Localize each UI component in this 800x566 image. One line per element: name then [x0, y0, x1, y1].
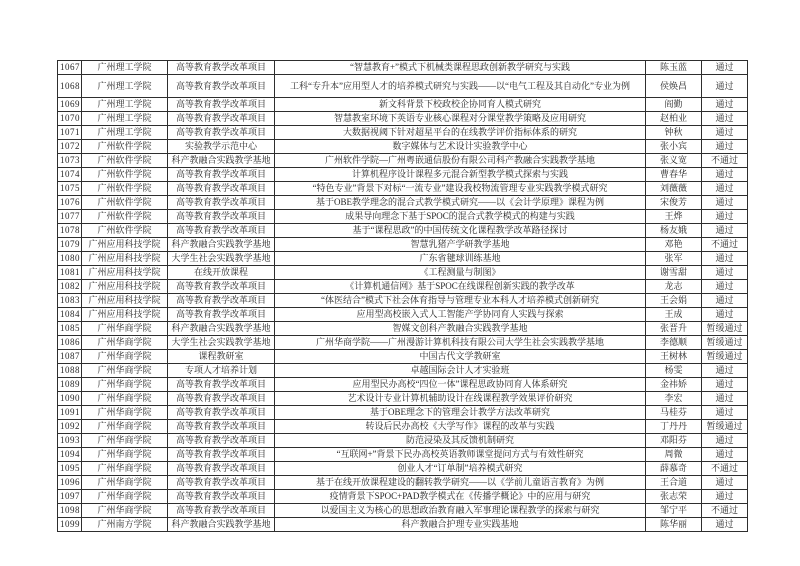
- title-cell: 防范浸染及其反馈机制研究: [275, 434, 646, 448]
- school-cell: 广州华商学院: [82, 364, 168, 378]
- title-cell: 以爱国主义为核心的思想政治教育融入军事理论课程教学的探索与研究: [275, 504, 646, 518]
- leader-cell: 李宏: [646, 392, 702, 406]
- row-id-cell: 1071: [58, 126, 82, 140]
- table-row: [58, 182, 748, 196]
- leader-cell: 杨友娥: [646, 224, 702, 238]
- leader-cell: 宋俊芳: [646, 196, 702, 210]
- title-cell: 成果导向理念下基于SPOC的混合式教学模式的构建与实践: [275, 210, 646, 224]
- category-cell: 高等教育教学改革项目: [168, 378, 275, 392]
- school-cell: 广州软件学院: [82, 154, 168, 168]
- row-id-cell: 1084: [58, 308, 82, 322]
- table-row: [58, 364, 748, 378]
- status-cell: 通过: [702, 434, 748, 448]
- school-cell: 广州软件学院: [82, 224, 168, 238]
- title-cell: “特色专业”背景下对标“一流专业”建设我校物流管理专业实践教学模式研究: [275, 182, 646, 196]
- status-cell: 通过: [702, 266, 748, 280]
- school-cell: 广州南方学院: [82, 518, 168, 532]
- row-id-cell: 1070: [58, 112, 82, 126]
- category-cell: 科产教融合实践教学基地: [168, 518, 275, 532]
- category-cell: 高等教育教学改革项目: [168, 168, 275, 182]
- row-id-cell: 1077: [58, 210, 82, 224]
- title-cell: 广东省毽球训练基地: [275, 252, 646, 266]
- table-row: [58, 406, 748, 420]
- category-cell: 高等教育教学改革项目: [168, 490, 275, 504]
- title-cell: 应用型民办高校“四位一体”课程思政协同育人体系研究: [275, 378, 646, 392]
- status-cell: 通过: [702, 308, 748, 322]
- title-cell: 智慧教室环境下英语专业核心课程对分课堂教学策略及应用研究: [275, 112, 646, 126]
- status-cell: 不通过: [702, 504, 748, 518]
- status-cell: 不通过: [702, 154, 748, 168]
- school-cell: 广州华商学院: [82, 490, 168, 504]
- table-row: [58, 448, 748, 462]
- school-cell: 广州理工学院: [82, 61, 168, 75]
- school-cell: 广州华商学院: [82, 420, 168, 434]
- category-cell: 高等教育教学改革项目: [168, 406, 275, 420]
- table-row: [58, 476, 748, 490]
- leader-cell: 薛慕奇: [646, 462, 702, 476]
- row-id-cell: 1082: [58, 280, 82, 294]
- leader-cell: 李德顺: [646, 336, 702, 350]
- school-cell: 广州华商学院: [82, 462, 168, 476]
- school-cell: 广州理工学院: [82, 75, 168, 98]
- status-cell: 通过: [702, 392, 748, 406]
- row-id-cell: 1067: [58, 61, 82, 75]
- leader-cell: 谢雪甜: [646, 266, 702, 280]
- leader-cell: 王合道: [646, 476, 702, 490]
- school-cell: 广州软件学院: [82, 182, 168, 196]
- row-id-cell: 1092: [58, 420, 82, 434]
- row-id-cell: 1095: [58, 462, 82, 476]
- school-cell: 广州华商学院: [82, 378, 168, 392]
- status-cell: 通过: [702, 490, 748, 504]
- school-cell: 广州应用科技学院: [82, 266, 168, 280]
- leader-cell: 张军: [646, 252, 702, 266]
- title-cell: 广州华商学院——广州漫游计算机科技有限公司大学生社会实践教学基地: [275, 336, 646, 350]
- table-row: [58, 336, 748, 350]
- title-cell: 卓越国际会计人才实验班: [275, 364, 646, 378]
- leader-cell: 王会娟: [646, 294, 702, 308]
- table-row: [58, 322, 748, 336]
- row-id-cell: 1080: [58, 252, 82, 266]
- row-id-cell: 1078: [58, 224, 82, 238]
- leader-cell: 龙志: [646, 280, 702, 294]
- status-cell: 通过: [702, 476, 748, 490]
- status-cell: 通过: [702, 406, 748, 420]
- status-cell: 暂缓通过: [702, 322, 748, 336]
- status-cell: 通过: [702, 196, 748, 210]
- status-cell: 不通过: [702, 238, 748, 252]
- table-row: [58, 350, 748, 364]
- table-row: [58, 224, 748, 238]
- status-cell: 通过: [702, 280, 748, 294]
- category-cell: 高等教育教学改革项目: [168, 504, 275, 518]
- title-cell: 基于“课程思政”的中国传统文化课程教学改革路径探讨: [275, 224, 646, 238]
- row-id-cell: 1089: [58, 378, 82, 392]
- project-review-table: [57, 60, 748, 532]
- row-id-cell: 1083: [58, 294, 82, 308]
- title-cell: 工科“专升本”应用型人才的培养模式研究与实践——以“电气工程及其自动化”专业为例: [275, 75, 646, 98]
- leader-cell: 王成: [646, 308, 702, 322]
- title-cell: 创业人才“订单制”培养模式研究: [275, 462, 646, 476]
- leader-cell: 丁丹丹: [646, 420, 702, 434]
- row-id-cell: 1072: [58, 140, 82, 154]
- row-id-cell: 1086: [58, 336, 82, 350]
- school-cell: 广州华商学院: [82, 392, 168, 406]
- row-id-cell: 1069: [58, 98, 82, 112]
- school-cell: 广州华商学院: [82, 434, 168, 448]
- category-cell: 大学生社会实践教学基地: [168, 336, 275, 350]
- table-row: [58, 266, 748, 280]
- category-cell: 高等教育教学改革项目: [168, 182, 275, 196]
- table-row: [58, 280, 748, 294]
- table-row: [58, 378, 748, 392]
- table-row: [58, 434, 748, 448]
- table-row: [58, 210, 748, 224]
- status-cell: 不通过: [702, 462, 748, 476]
- title-cell: 中国古代文学教研室: [275, 350, 646, 364]
- status-cell: 通过: [702, 126, 748, 140]
- leader-cell: 侯焕昌: [646, 75, 702, 98]
- school-cell: 广州华商学院: [82, 448, 168, 462]
- status-cell: 通过: [702, 378, 748, 392]
- table-body: [58, 61, 748, 532]
- table-row: [58, 504, 748, 518]
- row-id-cell: 1093: [58, 434, 82, 448]
- table-row: [58, 98, 748, 112]
- school-cell: 广州应用科技学院: [82, 252, 168, 266]
- category-cell: 大学生社会实践教学基地: [168, 252, 275, 266]
- table-row: [58, 518, 748, 532]
- status-cell: 通过: [702, 364, 748, 378]
- title-cell: 大数据视阈下针对超星平台的在线教学评价指标体系的研究: [275, 126, 646, 140]
- leader-cell: 邓阳芬: [646, 434, 702, 448]
- row-id-cell: 1075: [58, 182, 82, 196]
- school-cell: 广州软件学院: [82, 196, 168, 210]
- category-cell: 高等教育教学改革项目: [168, 224, 275, 238]
- table-row: [58, 294, 748, 308]
- row-id-cell: 1088: [58, 364, 82, 378]
- table-row: [58, 126, 748, 140]
- category-cell: 高等教育教学改革项目: [168, 308, 275, 322]
- school-cell: 广州软件学院: [82, 140, 168, 154]
- row-id-cell: 1090: [58, 392, 82, 406]
- row-id-cell: 1085: [58, 322, 82, 336]
- leader-cell: 陈华丽: [646, 518, 702, 532]
- row-id-cell: 1098: [58, 504, 82, 518]
- leader-cell: 张小宾: [646, 140, 702, 154]
- category-cell: 高等教育教学改革项目: [168, 98, 275, 112]
- title-cell: “互联网+”背景下民办高校英语教师课堂提问方式与有效性研究: [275, 448, 646, 462]
- title-cell: 基于在线开放课程建设的翻转教学研究——以《学前儿童语言教育》为例: [275, 476, 646, 490]
- category-cell: 高等教育教学改革项目: [168, 112, 275, 126]
- row-id-cell: 1081: [58, 266, 82, 280]
- table-row: [58, 61, 748, 75]
- category-cell: 在线开放课程: [168, 266, 275, 280]
- status-cell: 通过: [702, 140, 748, 154]
- status-cell: 通过: [702, 210, 748, 224]
- leader-cell: 王树林: [646, 350, 702, 364]
- status-cell: 暂缓通过: [702, 420, 748, 434]
- status-cell: 通过: [702, 168, 748, 182]
- leader-cell: 王烨: [646, 210, 702, 224]
- row-id-cell: 1074: [58, 168, 82, 182]
- leader-cell: 金祎娇: [646, 378, 702, 392]
- school-cell: 广州应用科技学院: [82, 308, 168, 322]
- leader-cell: 赵柏业: [646, 112, 702, 126]
- leader-cell: 邓艳: [646, 238, 702, 252]
- leader-cell: 张晋升: [646, 322, 702, 336]
- status-cell: 暂缓通过: [702, 350, 748, 364]
- title-cell: 智慧乳猪产学研教学基地: [275, 238, 646, 252]
- title-cell: 计算机程序设计课程多元混合新型教学模式探索与实践: [275, 168, 646, 182]
- school-cell: 广州理工学院: [82, 126, 168, 140]
- category-cell: 高等教育教学改革项目: [168, 420, 275, 434]
- category-cell: 高等教育教学改革项目: [168, 75, 275, 98]
- status-cell: 通过: [702, 112, 748, 126]
- school-cell: 广州华商学院: [82, 476, 168, 490]
- category-cell: 实验教学示范中心: [168, 140, 275, 154]
- school-cell: 广州软件学院: [82, 210, 168, 224]
- title-cell: 智媒文创科产教融合实践教学基地: [275, 322, 646, 336]
- row-id-cell: 1087: [58, 350, 82, 364]
- status-cell: 通过: [702, 448, 748, 462]
- category-cell: 高等教育教学改革项目: [168, 448, 275, 462]
- leader-cell: 马桂芬: [646, 406, 702, 420]
- category-cell: 科产教融合实践教学基地: [168, 238, 275, 252]
- row-id-cell: 1096: [58, 476, 82, 490]
- table-row: [58, 75, 748, 98]
- leader-cell: 周微: [646, 448, 702, 462]
- title-cell: 疫情背景下SPOC+PAD教学模式在《传播学概论》中的应用与研究: [275, 490, 646, 504]
- leader-cell: 钟秋: [646, 126, 702, 140]
- title-cell: 《计算机通信网》基于SPOC在线课程创新实践的教学改革: [275, 280, 646, 294]
- school-cell: 广州华商学院: [82, 336, 168, 350]
- table-row: [58, 238, 748, 252]
- title-cell: 数字媒体与艺术设计实验教学中心: [275, 140, 646, 154]
- table-row: [58, 112, 748, 126]
- status-cell: 通过: [702, 294, 748, 308]
- row-id-cell: 1068: [58, 75, 82, 98]
- table-row: [58, 154, 748, 168]
- leader-cell: 陈玉蓝: [646, 61, 702, 75]
- category-cell: 课程教研室: [168, 350, 275, 364]
- row-id-cell: 1073: [58, 154, 82, 168]
- row-id-cell: 1076: [58, 196, 82, 210]
- status-cell: 通过: [702, 61, 748, 75]
- leader-cell: 张志荣: [646, 490, 702, 504]
- school-cell: 广州华商学院: [82, 406, 168, 420]
- table-row: [58, 308, 748, 322]
- row-id-cell: 1091: [58, 406, 82, 420]
- school-cell: 广州软件学院: [82, 168, 168, 182]
- school-cell: 广州华商学院: [82, 350, 168, 364]
- leader-cell: 邹宁平: [646, 504, 702, 518]
- category-cell: 高等教育教学改革项目: [168, 196, 275, 210]
- table-row: [58, 140, 748, 154]
- title-cell: 转设后民办高校《大学写作》课程的改革与实践: [275, 420, 646, 434]
- status-cell: 暂缓通过: [702, 336, 748, 350]
- leader-cell: 曹春华: [646, 168, 702, 182]
- status-cell: 通过: [702, 75, 748, 98]
- title-cell: 新文科背景下校政校企协同育人模式研究: [275, 98, 646, 112]
- title-cell: 广州软件学院—广州粤嵌通信股份有限公司科产教融合实践教学基地: [275, 154, 646, 168]
- category-cell: 高等教育教学改革项目: [168, 280, 275, 294]
- status-cell: 通过: [702, 252, 748, 266]
- category-cell: 高等教育教学改革项目: [168, 392, 275, 406]
- table-row: [58, 392, 748, 406]
- title-cell: “体医结合”模式下社会体育指导与管理专业本科人才培养模式创新研究: [275, 294, 646, 308]
- status-cell: 通过: [702, 182, 748, 196]
- leader-cell: 杨雯: [646, 364, 702, 378]
- category-cell: 科产教融合实践教学基地: [168, 322, 275, 336]
- school-cell: 广州应用科技学院: [82, 280, 168, 294]
- school-cell: 广州理工学院: [82, 112, 168, 126]
- title-cell: “智慧教育+”模式下机械类课程思政创新教学研究与实践: [275, 61, 646, 75]
- status-cell: 通过: [702, 98, 748, 112]
- school-cell: 广州理工学院: [82, 98, 168, 112]
- leader-cell: 张义宽: [646, 154, 702, 168]
- category-cell: 专项人才培养计划: [168, 364, 275, 378]
- school-cell: 广州应用科技学院: [82, 238, 168, 252]
- title-cell: 基于OBE教学理念的混合式教学模式研究——以《会计学原理》课程为例: [275, 196, 646, 210]
- status-cell: 通过: [702, 518, 748, 532]
- category-cell: 高等教育教学改革项目: [168, 462, 275, 476]
- leader-cell: 阎勤: [646, 98, 702, 112]
- category-cell: 高等教育教学改革项目: [168, 476, 275, 490]
- row-id-cell: 1079: [58, 238, 82, 252]
- row-id-cell: 1094: [58, 448, 82, 462]
- title-cell: 科产教融合护理专业实践基地: [275, 518, 646, 532]
- table-row: [58, 168, 748, 182]
- status-cell: 通过: [702, 224, 748, 238]
- title-cell: 应用型高校嵌入式人工智能产学协同育人实践与探索: [275, 308, 646, 322]
- table-row: [58, 490, 748, 504]
- school-cell: 广州华商学院: [82, 322, 168, 336]
- table-row: [58, 420, 748, 434]
- title-cell: 《工程测量与制图》: [275, 266, 646, 280]
- school-cell: 广州华商学院: [82, 504, 168, 518]
- leader-cell: 刘薇薇: [646, 182, 702, 196]
- title-cell: 基于OBE理念下的管理会计教学方法改革研究: [275, 406, 646, 420]
- category-cell: 高等教育教学改革项目: [168, 126, 275, 140]
- category-cell: 高等教育教学改革项目: [168, 294, 275, 308]
- school-cell: 广州应用科技学院: [82, 294, 168, 308]
- category-cell: 高等教育教学改革项目: [168, 434, 275, 448]
- table-row: [58, 462, 748, 476]
- category-cell: 高等教育教学改革项目: [168, 210, 275, 224]
- table-row: [58, 252, 748, 266]
- title-cell: 艺术设计专业计算机辅助设计在线课程教学效果评价研究: [275, 392, 646, 406]
- category-cell: 高等教育教学改革项目: [168, 61, 275, 75]
- row-id-cell: 1099: [58, 518, 82, 532]
- category-cell: 科产教融合实践教学基地: [168, 154, 275, 168]
- row-id-cell: 1097: [58, 490, 82, 504]
- table-row: [58, 196, 748, 210]
